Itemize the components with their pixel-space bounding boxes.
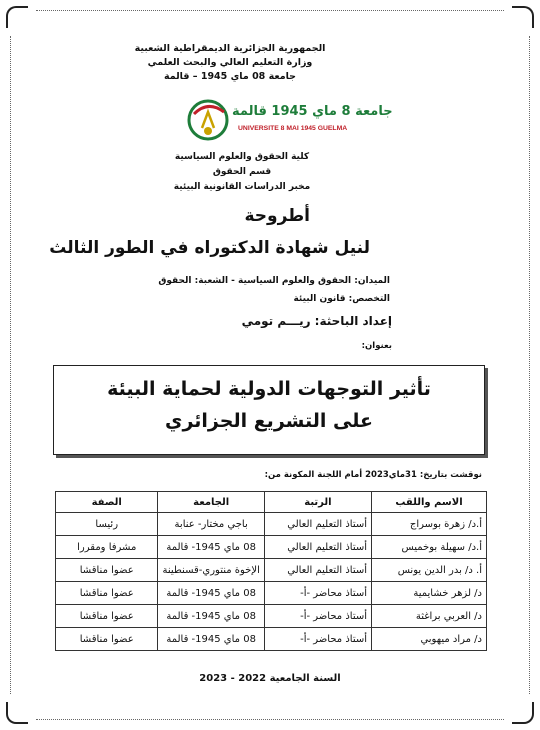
member-role: عضوا مناقشا	[56, 628, 158, 651]
logo-arabic-text: جامعة 8 ماي 1945 قالمة	[232, 104, 393, 119]
member-university: 08 ماي 1945- قالمة	[158, 628, 264, 651]
header-rank: الرتبة	[264, 492, 371, 513]
university-emblem-icon	[186, 98, 230, 142]
republic-name: الجمهورية الجزائرية الديمقراطية الشعبية	[134, 43, 326, 54]
academic-year: السنة الجامعية 2022 - 2023	[199, 673, 341, 684]
header-role: الصفة	[56, 492, 158, 513]
member-rank: أستاذ التعليم العالي	[264, 559, 371, 582]
member-role: رئيسا	[56, 513, 158, 536]
thesis-title-box	[53, 365, 485, 455]
ministry-name: وزارة التعليم العالي والبحث العلمي	[147, 57, 313, 68]
table-row	[56, 513, 487, 536]
department-name: قسم الحقوق	[212, 167, 272, 177]
member-rank: أستاذ التعليم العالي	[264, 536, 371, 559]
table-row	[56, 536, 487, 559]
member-role: عضوا مناقشا	[56, 605, 158, 628]
lab-name: مخبر الدراسات القانونية البيئية	[173, 182, 311, 192]
member-name: د/ مراد ميهوبي	[372, 628, 487, 651]
defense-date: نوقشت بتاريخ: 31ماي2023 أمام اللجنة المكونة من:	[264, 470, 482, 480]
table-row	[56, 559, 487, 582]
faculty-header	[142, 150, 342, 195]
faculty-name: كلية الحقوق والعلوم السياسية	[174, 152, 310, 162]
specialty-line: التخصص: قانون البيئة	[293, 294, 390, 304]
field-line: الميدان: الحقوق والعلوم السياسية - الشعبة: الحقوق	[158, 276, 390, 286]
border-line-bottom	[36, 719, 504, 720]
table-row	[56, 605, 487, 628]
border-corner-bottom-right	[512, 702, 534, 724]
university-name: جامعة 08 ماي 1945 – قالمة	[163, 71, 297, 82]
border-corner-top-left	[6, 6, 28, 28]
title-label: بعنوان:	[361, 341, 392, 351]
researcher-name: إعداد الباحثة: ريـــم تومي	[241, 314, 392, 328]
member-university: باجي مختار- عنابة	[158, 513, 264, 536]
thesis-title-line2: على التشريع الجزائري	[165, 410, 373, 432]
member-rank: أستاذ محاضر -أ-	[264, 628, 371, 651]
table-row	[56, 582, 487, 605]
member-rank: أستاذ محاضر -أ-	[264, 582, 371, 605]
header-university: الجامعة	[158, 492, 264, 513]
thesis-title-line1: تأثير التوجهات الدولية لحماية البيئة	[107, 378, 431, 400]
document-type: أطروحة	[244, 206, 310, 226]
member-name: أ.د/ سهيلة بوخميس	[372, 536, 487, 559]
member-university: الإخوة منتوري-قسنطينة	[158, 559, 264, 582]
header-name: الاسم واللقب	[372, 492, 487, 513]
member-name: د/ لزهر خشايمية	[372, 582, 487, 605]
logo-french-text: UNIVERSITE 8 MAI 1945 GUELMA	[238, 125, 348, 132]
institution-header	[120, 42, 340, 84]
border-line-top	[36, 10, 504, 11]
member-rank: أستاذ التعليم العالي	[264, 513, 371, 536]
member-role: عضوا مناقشا	[56, 559, 158, 582]
border-line-right	[529, 36, 530, 694]
border-line-left	[10, 36, 11, 694]
table-row	[56, 628, 487, 651]
member-university: 08 ماي 1945- قالمة	[158, 536, 264, 559]
committee-header-row	[56, 492, 487, 513]
committee-table	[55, 491, 487, 651]
member-name: أ. د/ بدر الدين يونس	[372, 559, 487, 582]
degree-title: لنيل شهادة الدكتوراه في الطور الثالث	[49, 238, 370, 258]
university-logo	[182, 98, 393, 144]
member-role: عضوا مناقشا	[56, 582, 158, 605]
member-rank: أستاذ محاضر -أ-	[264, 605, 371, 628]
member-name: أ.د/ زهرة بوسراج	[372, 513, 487, 536]
member-name: د/ العربي براغثة	[372, 605, 487, 628]
member-university: 08 ماي 1945- قالمة	[158, 605, 264, 628]
member-university: 08 ماي 1945- قالمة	[158, 582, 264, 605]
border-corner-bottom-left	[6, 702, 28, 724]
member-role: مشرفا ومقررا	[56, 536, 158, 559]
border-corner-top-right	[512, 6, 534, 28]
